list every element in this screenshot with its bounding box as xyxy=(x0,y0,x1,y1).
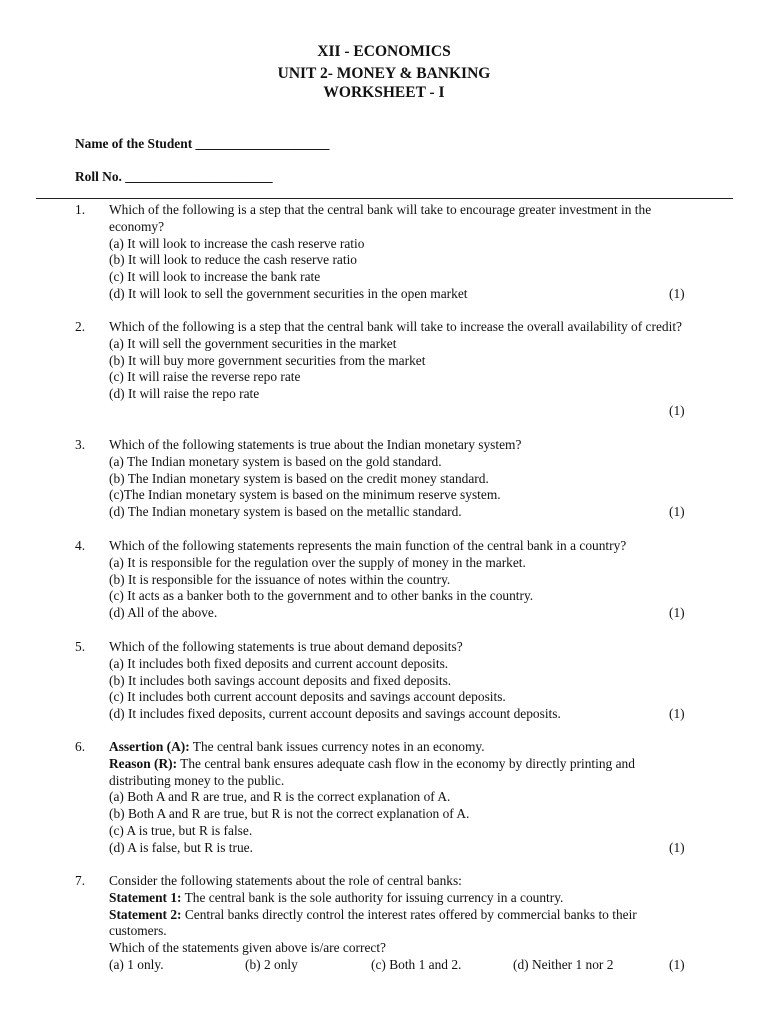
reason-text: The central bank ensures adequate cash flow in the economy by directly printing and distributing money to the public. xyxy=(109,755,635,788)
option-c: (c)The Indian monetary system is based on the minimum reserve system. xyxy=(109,487,501,503)
option-b: (b) It will buy more government securities from the market xyxy=(109,352,426,368)
question-stem: Which of the following is a step that the central bank will take to increase the overall availability of credit? xyxy=(109,319,682,334)
reason-line xyxy=(109,756,684,790)
question-number: 1. xyxy=(75,202,86,217)
marks-label: (1) xyxy=(669,504,685,519)
option-d: (d) The Indian monetary system is based on the metallic standard. xyxy=(109,504,462,520)
option-a: (a) It will sell the government securities in the market xyxy=(109,335,397,351)
marks-label: (1) xyxy=(669,605,685,620)
option-a: (a) It is responsible for the regulation over the supply of money in the market. xyxy=(109,554,526,570)
marks-label: (1) xyxy=(669,286,685,301)
option-c: (c) A is true, but R is false. xyxy=(109,822,253,838)
option-b: (b) 2 only xyxy=(245,956,298,972)
option-d: (d) All of the above. xyxy=(109,605,218,621)
option-a: (a) It will look to increase the cash reserve ratio xyxy=(109,235,365,251)
option-c: (c) It will raise the reverse repo rate xyxy=(109,369,301,385)
question-stem: Which of the following statements represents the main function of the central bank in a country? xyxy=(109,538,627,553)
option-row xyxy=(109,957,684,974)
statement-2-text: Central banks directly control the interest rates offered by commercial banks to their customers. xyxy=(109,906,637,939)
marks-label: (1) xyxy=(669,706,685,721)
marks-label: (1) xyxy=(669,403,685,418)
option-b: (b) It includes both savings account deposits and fixed deposits. xyxy=(109,672,452,688)
option-c: (c) It includes both current account deposits and savings account deposits. xyxy=(109,689,506,705)
option-b: (b) It will look to reduce the cash reserve ratio xyxy=(109,252,358,268)
option-a: (a) Both A and R are true, and R is the correct explanation of A. xyxy=(109,789,451,805)
option-c: (c) Both 1 and 2. xyxy=(371,956,462,972)
option-d: (d) Neither 1 nor 2 xyxy=(513,956,614,972)
option-d: (d) A is false, but R is true. xyxy=(109,839,253,855)
option-a: (a) It includes both fixed deposits and current account deposits. xyxy=(109,655,449,671)
statement-1-label: Statement 1: xyxy=(109,889,182,905)
question-number: 5. xyxy=(75,639,86,654)
reason-label: Reason (R): xyxy=(109,755,178,771)
question-number: 4. xyxy=(75,538,86,553)
option-d: (d) It will raise the repo rate xyxy=(109,386,260,402)
option-a: (a) 1 only. xyxy=(109,956,164,972)
question-stem: Which of the following is a step that the central bank will take to encourage greater investment in the economy? xyxy=(109,202,652,234)
question-stem: Which of the following statements is true about demand deposits? xyxy=(109,639,463,654)
header-divider xyxy=(36,198,733,199)
question-ask: Which of the statements given above is/are correct? xyxy=(109,940,386,956)
worksheet-subject-title: XII - ECONOMICS xyxy=(317,43,451,60)
assertion-line xyxy=(109,739,684,756)
question-number: 2. xyxy=(75,319,86,334)
statement-1-text: The central bank is the sole authority for issuing currency in a country. xyxy=(181,889,564,905)
option-b: (b) The Indian monetary system is based on the credit money standard. xyxy=(109,470,489,486)
marks-label: (1) xyxy=(669,840,685,855)
worksheet-unit-title: UNIT 2- MONEY & BANKING xyxy=(277,65,491,82)
question-number: 6. xyxy=(75,739,86,754)
assertion-label: Assertion (A): xyxy=(109,739,190,754)
statement-2-label: Statement 2: xyxy=(109,906,182,922)
option-d: (d) It includes fixed deposits, current account deposits and savings account deposits. xyxy=(109,706,561,722)
option-c: (c) It will look to increase the bank rate xyxy=(109,269,321,285)
option-c: (c) It acts as a banker both to the government and to other banks in the country. xyxy=(109,588,534,604)
question-number: 3. xyxy=(75,437,86,452)
option-b: (b) It is responsible for the issuance of notes within the country. xyxy=(109,571,451,587)
marks-label: (1) xyxy=(669,957,685,972)
statement-2-line xyxy=(109,907,684,941)
question-number: 7. xyxy=(75,873,86,888)
question-stem: Which of the following statements is true about the Indian monetary system? xyxy=(109,437,522,452)
student-name-field: Name of the Student ____________________ xyxy=(75,136,330,151)
roll-number-field: Roll No. ______________________ xyxy=(75,169,273,184)
worksheet-number-title: WORKSHEET - I xyxy=(323,84,445,101)
question-stem: Consider the following statements about the role of central banks: xyxy=(109,873,462,888)
statement-1-line xyxy=(109,890,684,907)
option-b: (b) Both A and R are true, but R is not the correct explanation of A. xyxy=(109,806,470,822)
assertion-text: The central bank issues currency notes in an economy. xyxy=(189,739,485,754)
option-a: (a) The Indian monetary system is based on the gold standard. xyxy=(109,453,442,469)
option-d: (d) It will look to sell the government securities in the open market xyxy=(109,285,468,301)
